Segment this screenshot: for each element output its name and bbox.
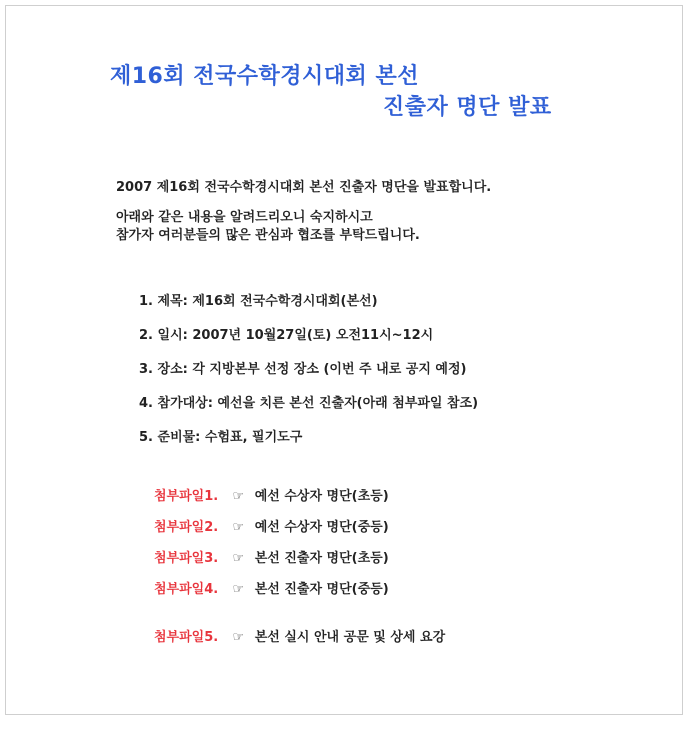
notice-frame — [5, 5, 683, 715]
attachment-link-2[interactable]: 예선 수상자 명단(중등) — [254, 520, 389, 535]
pointing-hand-icon: ☞ — [232, 630, 245, 645]
pointing-hand-icon: ☞ — [232, 551, 245, 566]
attachment-row-1 — [154, 488, 389, 505]
attachment-label: 첨부파일5. — [154, 630, 219, 645]
attachment-label: 첨부파일2. — [154, 520, 219, 535]
attachment-label: 첨부파일1. — [154, 489, 219, 504]
attachment-label: 첨부파일3. — [154, 551, 219, 566]
attachment-row-3 — [154, 550, 389, 567]
detail-item-title: 1. 제목: 제16회 전국수학경시대회(본선) — [139, 294, 378, 309]
page-title-line2: 진출자 명단 발표 — [383, 95, 552, 120]
attachment-link-1[interactable]: 예선 수상자 명단(초등) — [254, 489, 389, 504]
attachment-label: 첨부파일4. — [154, 582, 219, 597]
attachment-row-5 — [154, 629, 445, 646]
attachment-link-4[interactable]: 본선 진출자 명단(중등) — [254, 582, 389, 597]
attachment-link-5[interactable]: 본선 실시 안내 공문 및 상세 요강 — [254, 630, 446, 645]
pointing-hand-icon: ☞ — [232, 489, 245, 504]
detail-item-datetime: 2. 일시: 2007년 10월27일(토) 오전11시~12시 — [139, 328, 434, 343]
pointing-hand-icon: ☞ — [232, 520, 245, 535]
detail-item-supplies: 5. 준비물: 수험표, 필기도구 — [139, 430, 303, 445]
pointing-hand-icon: ☞ — [232, 582, 245, 597]
notice-text-line1: 아래와 같은 내용을 알려드리오니 숙지하시고 — [116, 210, 373, 225]
attachment-row-4 — [154, 581, 389, 598]
page-title-line1: 제16회 전국수학경시대회 본선 — [110, 64, 419, 89]
detail-item-participants: 4. 참가대상: 예선을 치른 본선 진출자(아래 첨부파일 참조) — [139, 396, 479, 411]
attachment-row-2 — [154, 519, 389, 536]
detail-item-location: 3. 장소: 각 지방본부 선정 장소 (이번 주 내로 공지 예정) — [139, 362, 467, 377]
attachment-link-3[interactable]: 본선 진출자 명단(초등) — [254, 551, 389, 566]
notice-text-line2: 참가자 여러분들의 많은 관심과 협조를 부탁드립니다. — [116, 228, 420, 243]
intro-text: 2007 제16회 전국수학경시대회 본선 진출자 명단을 발표합니다. — [116, 180, 492, 195]
